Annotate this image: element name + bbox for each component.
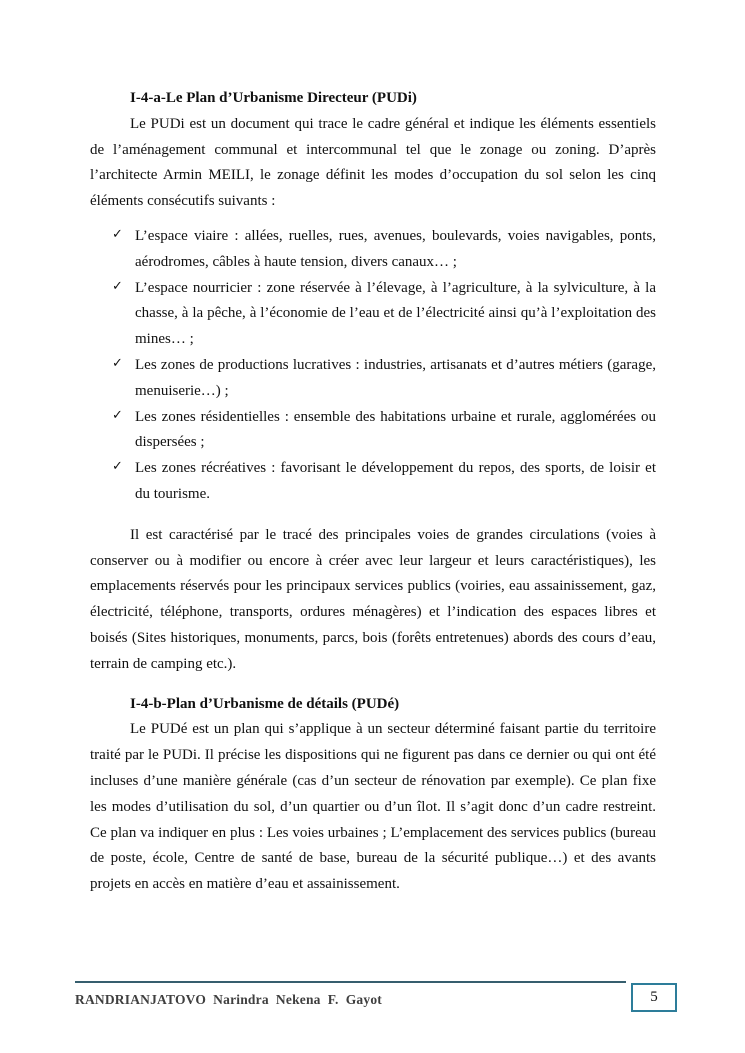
list-item <box>90 353 656 405</box>
checkmark-icon: ✓ <box>112 355 123 371</box>
checkmark-icon: ✓ <box>112 407 123 423</box>
list-item-text: Les zones récréatives : favorisant le développement du repos, des sports, de loisir et du tourisme. <box>135 460 656 502</box>
list-item-text: Les zones résidentielles : ensemble des habitations urbaine et rurale, agglomérées ou dispersées ; <box>135 408 656 451</box>
footer-rule <box>75 981 626 983</box>
document-body <box>90 86 656 898</box>
page-number-box <box>631 983 677 1012</box>
list-item <box>90 276 656 353</box>
list-item <box>90 224 656 276</box>
list-item-text: L’espace nourricier : zone réservée à l’élevage, à l’agriculture, à la sylviculture, à la chasse, à la pêche, à l’économie de l’eau et de l’électricité ainsi qu’à l’exploitation des mines… ; <box>135 279 656 348</box>
section-a-paragraph-1: Le PUDi est un document qui trace le cadre général et indique les éléments essentiels de l’aménagement communal et intercommunal tel que le zonage ou zoning. D’après l’architecte Armin MEILI, le zonage définit les modes d’occupation du sol selon les cinq éléments consécutifs suivants : <box>90 115 656 210</box>
section-b-heading: I-4-b-Plan d’Urbanisme de détails (PUDé) <box>130 695 400 712</box>
checkmark-icon: ✓ <box>112 226 123 242</box>
list-item <box>90 405 656 457</box>
checkmark-icon: ✓ <box>112 278 123 294</box>
zoning-check-list <box>90 224 656 508</box>
section-a-heading: I-4-a-Le Plan d’Urbanisme Directeur (PUDi) <box>130 90 417 106</box>
list-item-text: L’espace viaire : allées, ruelles, rues, avenues, boulevards, voies navigables, ponts, aérodromes, câbles à haute tension, divers canaux… ; <box>135 227 656 270</box>
footer-author: RANDRIANJATOVO Narindra Nekena F. Gayot <box>75 992 382 1007</box>
section-b-paragraph-1: Le PUDé est un plan qui s’applique à un secteur déterminé faisant partie du territoire traité par le PUDi. Il précise les dispositions qui ne figurent pas dans ce dernier ou qui ont été incluses d’une manière générale (cas d’un secteur de rénovation par exemple). Ce plan fixe les modes d’utilisation du sol, d’un quartier ou d’un îlot. Il s’agit donc d’un cadre restreint. Ce plan va indiquer en plus : Les voies urbaines ; L’emplacement des services publics (bureau de poste, école, Centre de santé de base, bureau de la sécurité publique…) et des avants projets en accès en matière d’eau et assainissement. <box>90 721 656 893</box>
page-footer <box>75 981 677 1027</box>
list-item <box>90 456 656 508</box>
page-number: 5 <box>650 989 658 1005</box>
section-a-paragraph-2: Il est caractérisé par le tracé des principales voies de grandes circulations (voies à conserver ou à modifier ou encore à créer avec leur largeur et leurs caractéristiques), les emplacements réservés pour les principaux services publics (voiries, eau assainissement, gaz, électricité, téléphone, transports, ordures ménagères) et l’indication des espaces libres et boisés (Sites historiques, monuments, parcs, bois (forêts entretenues) abords des cours d’eau, terrain de camping etc.). <box>90 526 656 672</box>
checkmark-icon: ✓ <box>112 459 123 475</box>
list-item-text: Les zones de productions lucratives : industries, artisanats et d’autres métiers (garage, menuiserie…) ; <box>135 356 656 399</box>
